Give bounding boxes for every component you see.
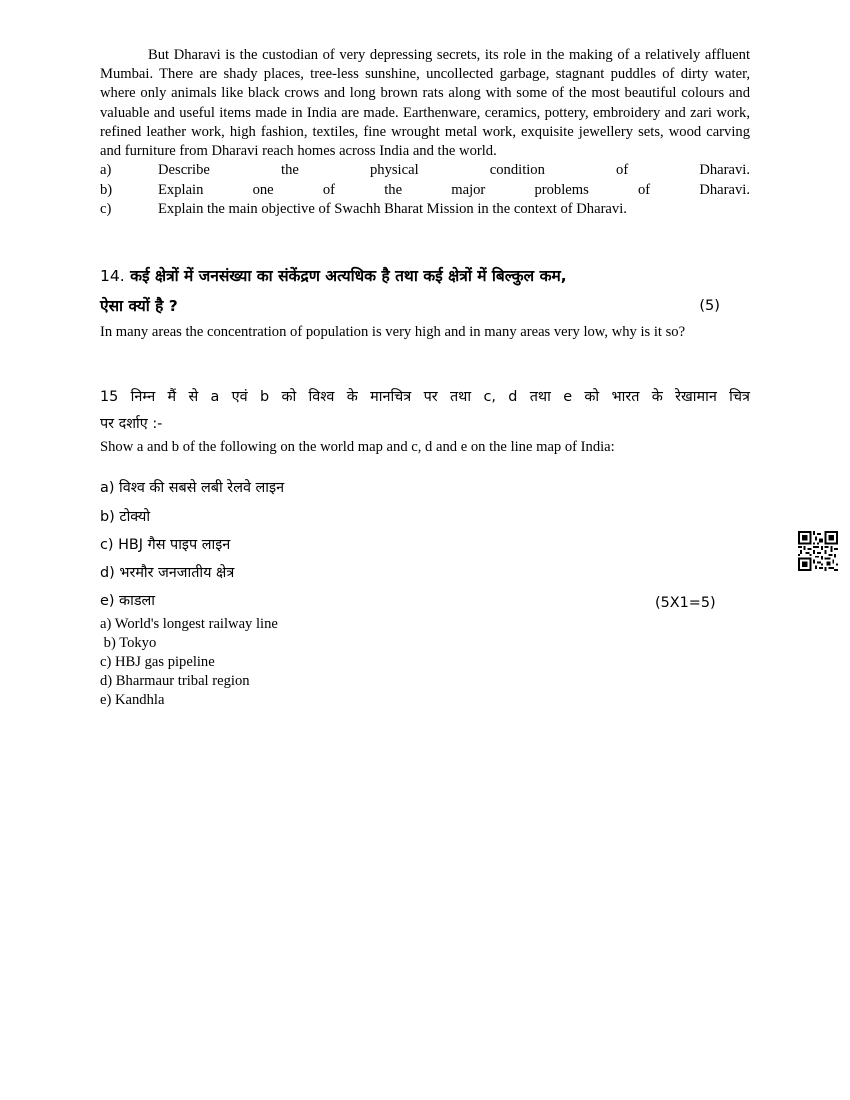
sub-question-c	[100, 200, 750, 219]
sub-question-text: Explain one of the major problems of Dharavi.	[158, 181, 750, 198]
q14-marks: (5)	[699, 297, 720, 314]
document-page	[100, 46, 750, 708]
q15-hindi-option-b: b) टोक्यो	[100, 509, 151, 525]
q15-english-option-d: d) Bharmaur tribal region	[100, 673, 250, 689]
sub-question-label: b)	[100, 181, 113, 198]
sub-question-list	[100, 161, 750, 219]
q15-english: Show a and b of the following on the world map and c, d and e on the line map of India:	[100, 439, 615, 455]
q15-hindi-option-d: d) भरमौर जनजातीय क्षेत्र	[100, 565, 235, 581]
sub-question-text: Explain the main objective of Swachh Bharat Mission in the context of Dharavi.	[158, 201, 627, 218]
q14-hindi-line1	[100, 264, 750, 288]
q14-english: In many areas the concentration of population is very high and in many areas very low, why is it so?	[100, 324, 686, 340]
q15-hindi-option-c: c) HBJ गैस पाइप लाइन	[100, 537, 231, 553]
passage-paragraph: But Dharavi is the custodian of very depressing secrets, its role in the making of a relatively affluent Mumbai. There are shady places, tree-less sunshine, uncollected garbage, stagnant puddles of dirty water, where only animals like black crows and long brown rats along with some of the most beautiful colours and valuable and useful items made in India are made. Earthenware, ceramics, pottery, embroidery and zari work, refined leather work, high fashion, textiles, fine wrought metal work, exquisite jewellery sets, wood carving and furniture from Dharavi reach homes across India and the world.	[100, 47, 750, 160]
q15-english-option-b: b) Tokyo	[100, 635, 157, 651]
q15-hindi-line1: 15 निम्न मैं से a एवं b को विश्व के मानचित्र पर तथा c, d तथा e को भारत के रेखामान चित्र	[100, 389, 750, 405]
q14-number: 14.	[100, 267, 125, 285]
sub-question-label: c)	[100, 201, 112, 218]
q15-marks: (5X1=5)	[655, 595, 716, 611]
sub-question-text: Describe the physical condition of Dharavi.	[158, 162, 750, 179]
sub-question-b	[100, 181, 750, 200]
q15-hindi-option-a: a) विश्व की सबसे लबी रेलवे लाइन	[100, 480, 285, 496]
q15-hindi-option-e: e) काडला	[100, 593, 156, 609]
q15-english-option-c: c) HBJ gas pipeline	[100, 654, 215, 670]
sub-question-label: a)	[100, 162, 112, 179]
q14-hindi-line2	[100, 294, 720, 318]
q14-hindi-text-2: ऐसा क्यों है ?	[100, 297, 178, 315]
q15-english-option-a: a) World's longest railway line	[100, 616, 278, 632]
sub-question-a	[100, 161, 750, 180]
q14-hindi-text: कई क्षेत्रों में जनसंख्या का संकेंद्रण अत्यधिक है तथा कई क्षेत्रों में बिल्कुल कम,	[130, 267, 567, 285]
q15-english-option-e: e) Kandhla	[100, 692, 165, 708]
qr-code-icon	[798, 531, 838, 571]
q15-hindi-line2: पर दर्शाए :-	[100, 416, 163, 432]
